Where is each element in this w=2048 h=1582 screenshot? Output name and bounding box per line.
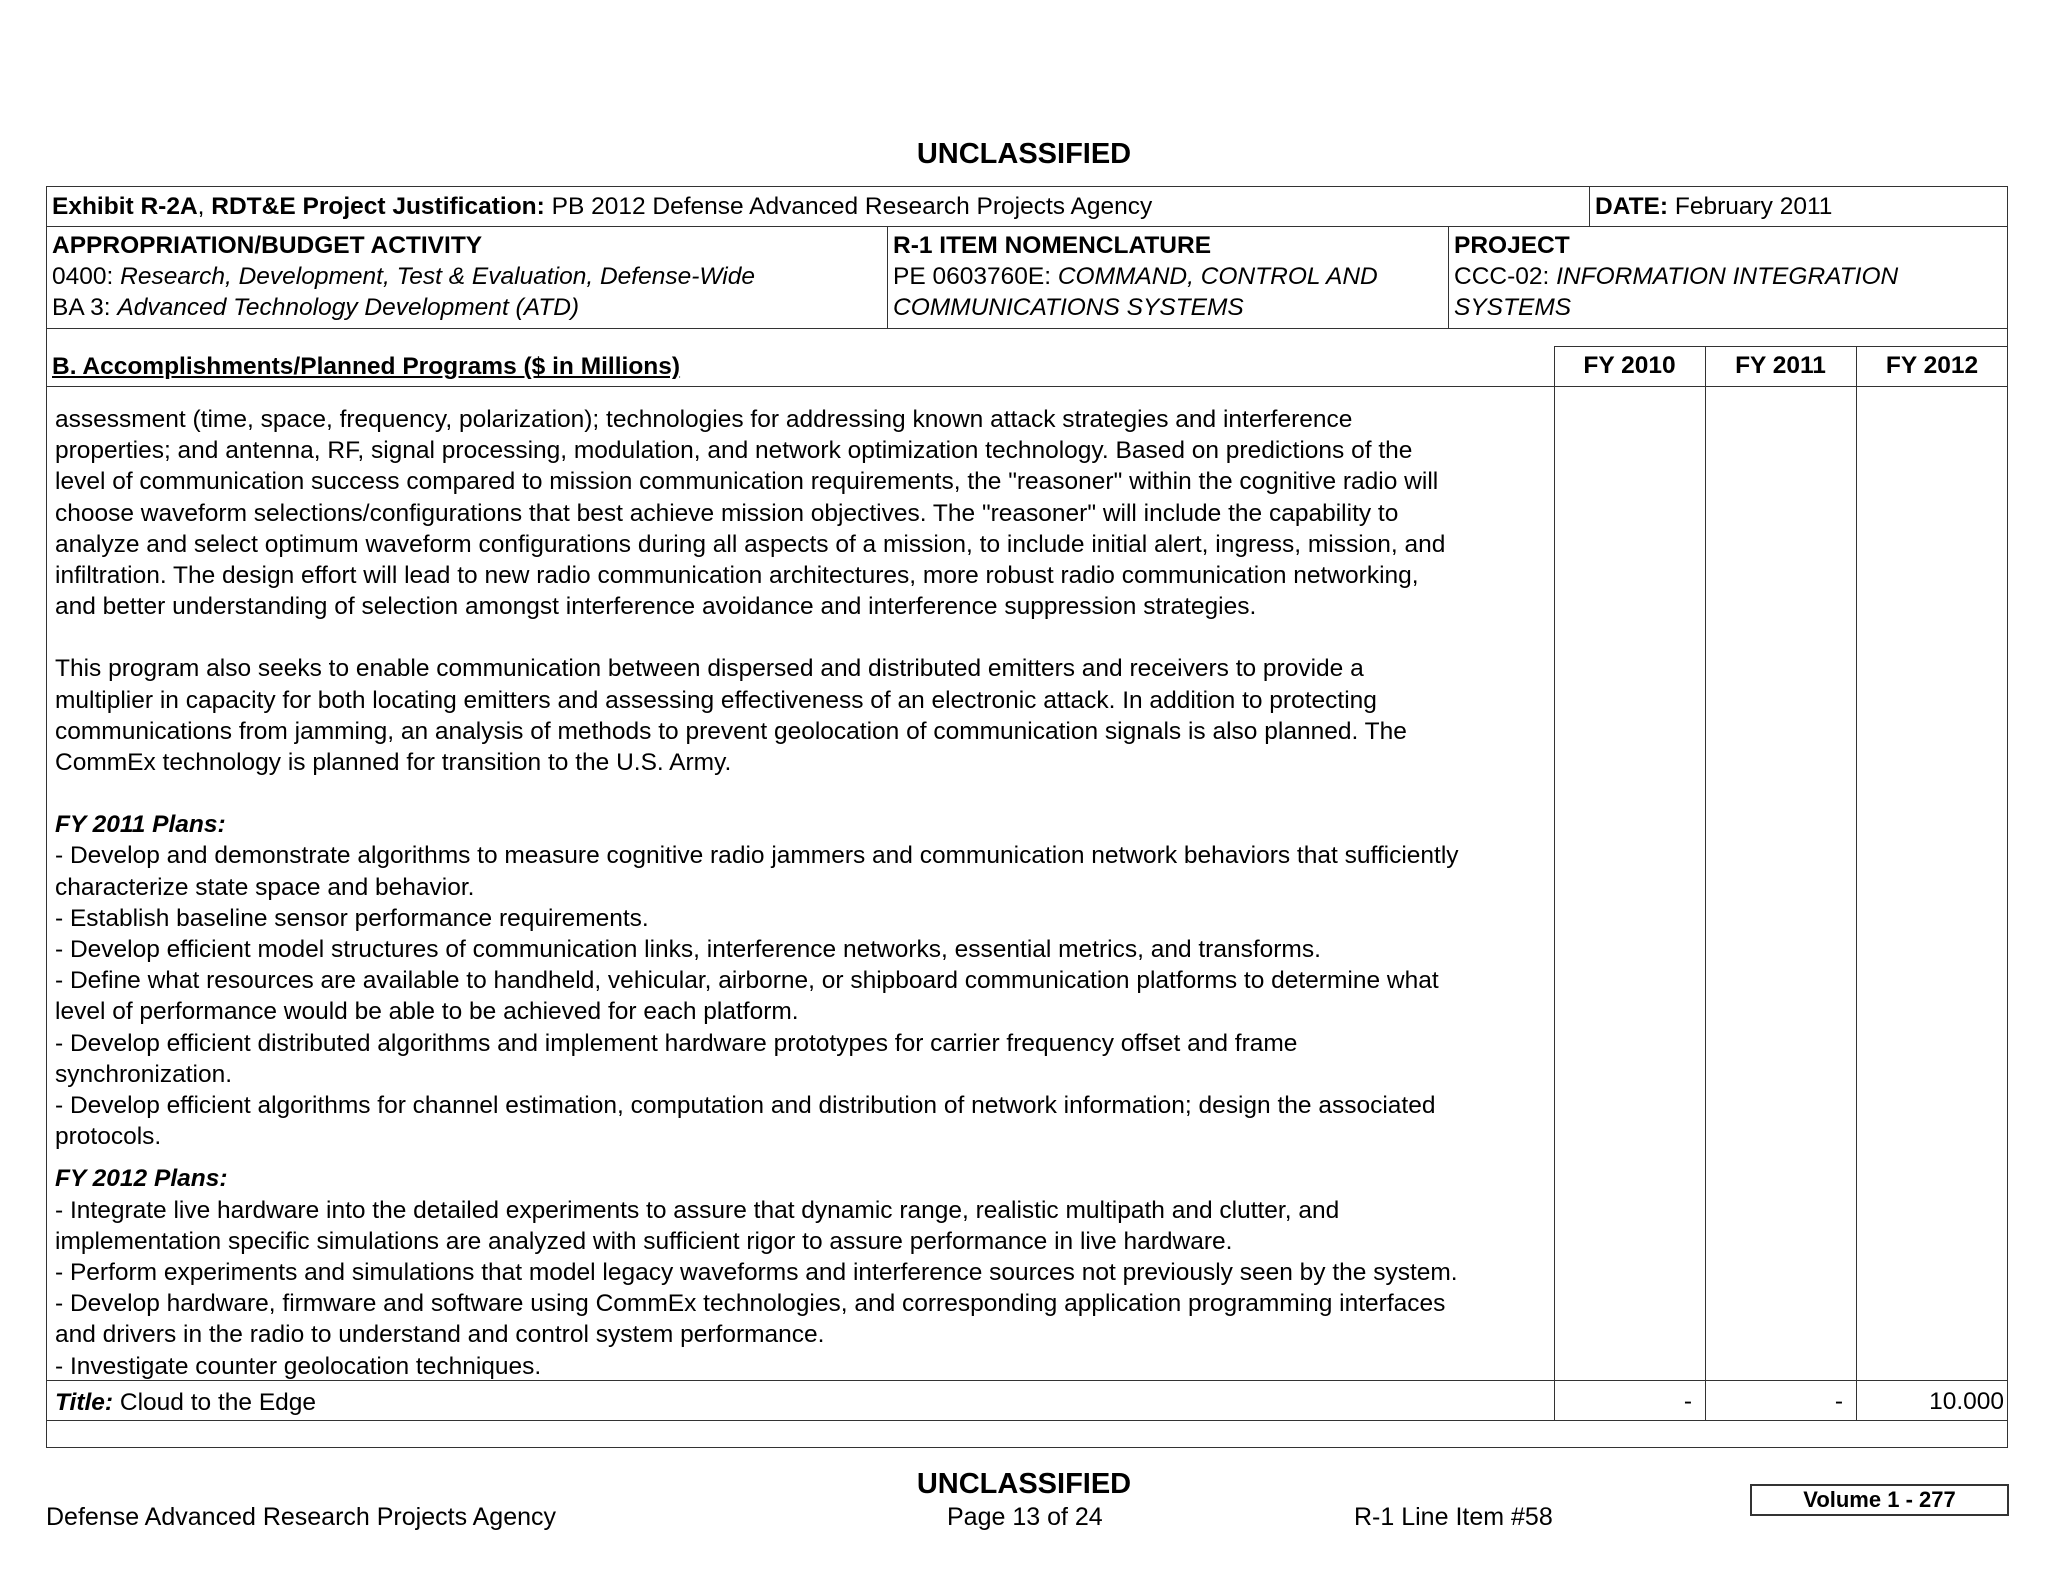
exhibit-sep: , [197,193,212,220]
fy2011-plan-line: - Develop and demonstrate algorithms to measure cognitive radio jammers and communication network behaviors that sufficiently [55,842,1459,870]
rule-header [46,226,2008,227]
fy2011-plan-line: - Establish baseline sensor performance requirements. [55,904,649,932]
para2-line: CommEx technology is planned for transition to the U.S. Army. [55,749,732,777]
fy2012-plan-line: - Integrate live hardware into the detailed experiments to assure that dynamic range, realistic multipath and clutter, and [55,1196,1340,1224]
footer-agency: Defense Advanced Research Projects Agency [46,1503,557,1531]
appropriation-line1 [52,261,755,292]
fy2011-plan-line: protocols. [55,1123,162,1151]
section-title: B. Accomplishments/Planned Programs ($ in Millions) [52,353,681,380]
fy2012-header: FY 2012 [1885,352,1979,379]
para1-line: and better understanding of selection amongst interference avoidance and interference suppression strategies. [55,593,1257,621]
para1-line: assessment (time, space, frequency, polarization); technologies for addressing known attack strategies and interference [55,406,1353,433]
footer-volume-box: Volume 1 - 277 [1750,1484,2009,1516]
title-value: Cloud to the Edge [113,1389,317,1416]
exhibit-heading [52,191,1152,222]
rule-fy-top [1554,346,2008,347]
rule-fy2012-left [1856,346,1857,1420]
nomenclature-line1 [893,261,1378,292]
appropriation-text1: Research, Development, Test & Evaluation, Defense-Wide [120,263,755,290]
title-fy2011-value: - [1834,1388,1843,1415]
fy2011-plan-line: characterize state space and behavior. [55,873,475,901]
fy2012-plans-title: FY 2012 Plans: [55,1165,228,1193]
fy2012-plan-line: and drivers in the radio to understand and control system performance. [55,1321,825,1349]
nomenclature-label: R-1 ITEM NOMENCLATURE [893,232,1212,259]
rule-fy2011-left [1705,346,1706,1420]
fy2012-plan-line: - Investigate counter geolocation techniques. [55,1352,542,1380]
rule-date-divider [1589,186,1590,226]
para1-line: infiltration. The design effort will lead to new radio communication architectures, more robust radio communication networking, [55,562,1419,590]
para2-line: This program also seeks to enable communication between dispersed and distributed emitters and receivers to provide a [55,655,1364,683]
accomplishments-body [55,404,1555,1382]
fy2011-plan-line: - Develop efficient distributed algorithms and implement hardware prototypes for carrier frequency offset and frame [55,1029,1298,1057]
date-field [1595,191,1832,222]
title-row [55,1387,316,1418]
fy2011-plans-title: FY 2011 Plans: [55,811,226,839]
nomenclature-line2: COMMUNICATIONS SYSTEMS [893,294,1244,321]
rule-appropriation [46,328,2008,329]
rule-project-divider [1448,226,1449,328]
rule-title-bottom [46,1420,2008,1421]
appropriation-text2: Advanced Technology Development (ATD) [117,294,580,321]
fy2012-plan-line: - Develop hardware, firmware and software using CommEx technologies, and corresponding application programming interfaces [55,1290,1446,1318]
nomenclature-code: PE 0603760E: [893,263,1058,290]
title-fy2010-value: - [1683,1388,1692,1415]
fy2011-plan-line: - Define what resources are available to handheld, vehicular, airborne, or shipboard communication platforms to determine what [55,967,1439,995]
date-value: February 2011 [1668,193,1833,220]
fy2012-plan-line: implementation specific simulations are analyzed with sufficient rigor to assure performance in live hardware. [55,1227,1233,1255]
bottom-classification: UNCLASSIFIED [916,1468,1132,1500]
justification-value: PB 2012 Defense Advanced Research Projects Agency [544,193,1153,220]
para1-line: analyze and select optimum waveform configurations during all aspects of a mission, to include initial alert, ingress, mission, and [55,530,1446,558]
footer-page-number: Page 13 of 24 [947,1503,1103,1531]
title-fy2012-value: 10.000 [1929,1388,2004,1415]
project-label: PROJECT [1454,232,1570,259]
title-label: Title: [55,1389,114,1416]
date-label: DATE: [1595,193,1669,220]
para2-line: multiplier in capacity for both locating emitters and assessing effectiveness of an electronic attack. In addition to protecting [55,686,1377,714]
appropriation-line2 [52,292,579,323]
para1-line: properties; and antenna, RF, signal processing, modulation, and network optimization technology. Based on predictions of the [55,437,1413,465]
fy2011-plan-line: - Develop efficient model structures of communication links, interference networks, essential metrics, and transforms. [55,936,1321,964]
exhibit-label: Exhibit R-2A [52,193,198,220]
project-line1 [1454,261,1898,292]
appropriation-code1: 0400: [52,263,121,290]
project-code: CCC-02: [1454,263,1557,290]
footer-line-item: R-1 Line Item #58 [1354,1503,1553,1531]
rule-nomen-divider [887,226,888,328]
para1-line: choose waveform selections/configurations that best achieve mission objectives. The "reasoner" will include the capability to [55,499,1399,527]
justification-label: RDT&E Project Justification: [211,193,545,220]
project-text1: INFORMATION INTEGRATION [1556,263,1899,290]
para2-line: communications from jamming, an analysis of methods to prevent geolocation of communication signals is also planned. The [55,717,1407,745]
appropriation-code2: BA 3: [52,294,118,321]
project-line2: SYSTEMS [1454,294,1572,321]
fy2011-plan-line: level of performance would be able to be achieved for each platform. [55,998,799,1026]
fy2010-header: FY 2010 [1583,352,1676,379]
appropriation-label: APPROPRIATION/BUDGET ACTIVITY [52,232,483,259]
rule-section [46,386,2008,387]
fy2011-plan-line: synchronization. [55,1060,233,1088]
fy2011-plan-line: - Develop efficient algorithms for channel estimation, computation and distribution of network information; design the associated [55,1092,1436,1120]
nomenclature-text1: COMMAND, CONTROL AND [1057,263,1378,290]
top-classification: UNCLASSIFIED [916,138,1132,170]
para1-line: level of communication success compared to mission communication requirements, the "reasoner" within the cognitive radio will [55,468,1439,496]
fy2012-plan-line: - Perform experiments and simulations that model legacy waveforms and interference sources not previously seen by the system. [55,1259,1458,1287]
fy2011-header: FY 2011 [1735,352,1826,379]
